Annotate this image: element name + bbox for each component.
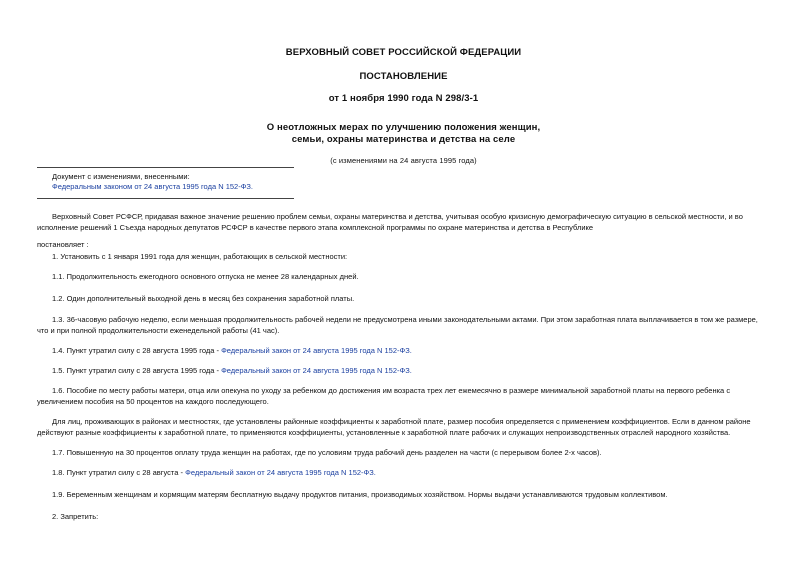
paragraph-1-4 [37,345,770,356]
paragraph-1-8 [37,467,770,478]
paragraph-1: 1. Установить с 1 января 1991 года для женщин, работающих в сельской местности: [52,252,348,261]
amendments-bottom-divider [37,198,294,199]
paragraph-1-7: 1.7. Повышенную на 30 процентов оплату труда женщин на работах, где по условиям труда рабочий день разделен на части (с перерывом более 2-х часов). [52,448,602,457]
issuing-authority: ВЕРХОВНЫЙ СОВЕТ РОССИЙСКОЙ ФЕДЕРАЦИИ [285,47,522,58]
resolves-line: постановляет : [37,240,89,249]
paragraph-1-9: 1.9. Беременным женщинам и кормящим матерям бесплатную выдачу продуктов питания, производимых хозяйством. Нормы выдачи устанавливаются трудовым коллективом. [52,490,668,499]
paragraph-1-1: 1.1. Продолжительность ежегодного основного отпуска не менее 28 календарных дней. [52,272,359,281]
document-date-number: от 1 ноября 1990 года N 298/3-1 [328,93,479,104]
paragraph-2: 2. Запретить: [52,512,99,521]
amendments-label: Документ с изменениями, внесенными: [52,172,190,181]
paragraph-1-5 [37,365,770,376]
paragraph-1-8-law-link[interactable]: Федеральный закон от 24 августа 1995 года N 152-ФЗ. [185,468,376,477]
document-type: ПОСТАНОВЛЕНИЕ [359,71,448,82]
paragraph-1-6-continued: Для лиц, проживающих в районах и местностях, где установлены районные коэффициенты к заработной плате, размер пособия определяется с применением коэффициентов. Если в данном районе действуют разные коэффициенты к заработной плате, то применяются коэффициенты, установленные к заработной плате рабочих и служащих непроизводственных отраслей народного хозяйства. [37,417,751,437]
amendment-law-link[interactable]: Федеральным законом от 24 августа 1995 года N 152-ФЗ. [52,182,254,191]
paragraph-1-4-text: 1.4. Пункт утратил силу с 28 августа 1995 года - [52,346,222,355]
paragraph-1-3: 1.3. 36-часовую рабочую неделю, если меньшая продолжительность рабочей недели не предусмотрена иными законодательными актами. При этом заработная плата выплачивается в том же размере, что и при полной продолжительности еженедельной работы (41 час). [37,315,758,335]
document-title-line-2: семьи, охраны материнства и детства на селе [291,134,516,145]
preamble-paragraph: Верховный Совет РСФСР, придавая важное значение решению проблем семьи, охраны материнства и детства, учитывая особую кризисную демографическую ситуацию в сельской местности, и во исполнение решений 1 Съезда народных депутатов РСФСР в качестве первого этапа комплексной программы по охране материнства и детства в Республике [37,212,743,232]
document-title-line-1: О неотложных мерах по улучшению положения женщин, [266,122,541,133]
paragraph-1-6: 1.6. Пособие по месту работы матери, отца или опекуна по уходу за ребенком до достижения им возраста трех лет ежемесячно в размере минимальной заработной платы на первого ребенка с увеличением пособия на 50 процентов на каждого последующего. [37,386,731,406]
paragraph-1-5-text: 1.5. Пункт утратил силу с 28 августа 1995 года - [52,366,222,375]
paragraph-1-2: 1.2. Один дополнительный выходной день в месяц без сохранения заработной платы. [52,294,355,303]
amendments-top-divider [37,167,294,168]
amendment-date-note: (с изменениями на 24 августа 1995 года) [330,156,477,165]
paragraph-1-4-law-link[interactable]: Федеральный закон от 24 августа 1995 года N 152-ФЗ. [221,346,412,355]
paragraph-1-5-law-link[interactable]: Федеральный закон от 24 августа 1995 года N 152-ФЗ. [221,366,412,375]
paragraph-1-8-text: 1.8. Пункт утратил силу с 28 августа - [52,468,186,477]
